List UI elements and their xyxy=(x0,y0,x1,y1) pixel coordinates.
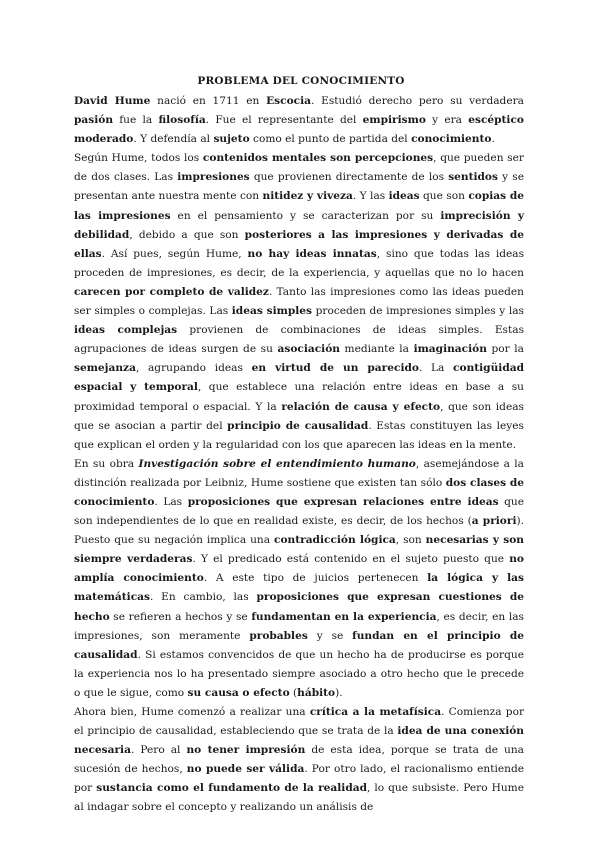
paragraph xyxy=(74,455,524,703)
bold-text: no amplía conocimiento xyxy=(74,553,524,585)
body-text: . Si estamos convencidos de que un hecho ha de producirse es porque la experiencia nos lo ha presentado siempre asociado a otro hecho que le precede o que le sigue, como xyxy=(74,648,524,699)
bold-text: proposiciones que expresan cuestiones de hecho xyxy=(74,591,525,623)
bold-text: necesarias y son siempre verdaderas xyxy=(74,534,524,566)
body-text: de esta idea, porque se trata de una sucesión de hechos, xyxy=(74,744,524,776)
bold-text: sujeto xyxy=(213,133,250,146)
bold-text: probables xyxy=(249,629,308,642)
body-text: , asemejándose a la distinción realizada por Leibniz, Hume sostiene que existen tan sólo xyxy=(74,457,524,489)
body-text: , que establece una relación entre ideas en base a su proximidad temporal o espacial. Y la xyxy=(74,381,524,413)
bold-text: contenidos mentales son percepciones xyxy=(202,152,434,165)
bold-text: a priori xyxy=(471,515,517,528)
body-text: . A este tipo de juicios pertenecen xyxy=(203,572,428,585)
bold-text: impresiones xyxy=(177,171,250,184)
body-text: . Tanto las impresiones como las ideas pueden ser simples o complejas. Las xyxy=(74,285,524,318)
bold-text: sustancia como el fundamento de la realidad xyxy=(96,782,367,795)
body-text: nació en 1711 en xyxy=(150,95,267,107)
body-text: que son independientes de lo que en realidad existe, es decir, de los hechos ( xyxy=(74,495,524,528)
bold-text: crítica a la metafísica xyxy=(309,706,442,718)
bold-text: su causa o efecto xyxy=(187,686,290,699)
bold-text: asociación xyxy=(277,343,340,356)
bold-text: relación de causa y efecto xyxy=(281,400,441,413)
bold-text: copias de las impresiones xyxy=(74,190,524,222)
bold-text: contradicción lógica xyxy=(274,534,396,547)
bold-text: filosofía xyxy=(158,114,206,127)
bold-text: en virtud de un parecido xyxy=(251,362,419,375)
body-text: como el punto de partida del xyxy=(249,133,412,146)
body-text: . Y defendía al xyxy=(133,133,214,146)
body-text: , que pueden ser de dos clases. Las xyxy=(74,152,524,184)
bold-text: ideas xyxy=(388,190,420,203)
body-text: proceden de impresiones simples y las xyxy=(312,305,524,318)
body-text: ( xyxy=(289,686,298,699)
body-text: , lo que subsiste. Pero Hume al indagar sobre el concepto y realizando un análisis de xyxy=(74,782,524,814)
bold-text: la lógica y las matemáticas xyxy=(74,572,524,604)
body-text: fue la xyxy=(113,114,159,127)
bold-text: no puede ser válida xyxy=(186,763,305,776)
bold-text: imprecisión y debilidad xyxy=(74,209,524,241)
bold-text: Escocia xyxy=(266,95,311,107)
body-text: por la xyxy=(486,343,524,356)
body-text: . Por otro lado, el racionalismo entiende por xyxy=(74,763,524,795)
body-text: . Así pues, según Hume, xyxy=(101,247,248,260)
body-text: . Las xyxy=(154,495,188,508)
document-title: PROBLEMA DEL CONOCIMIENTO xyxy=(197,75,405,87)
bold-text: ideas simples xyxy=(231,305,313,318)
body-text: que son xyxy=(419,190,469,203)
bold-text: imaginación xyxy=(413,343,487,356)
body-text: En su obra xyxy=(74,457,139,470)
body-text: , sino que todas las ideas proceden de impresiones, es decir, de la experiencia, y aquellas que no lo hacen xyxy=(74,247,525,279)
body-text: . Estudió derecho pero su verdadera xyxy=(310,95,524,107)
bold-text: proposiciones que expresan relaciones entre ideas xyxy=(187,495,499,508)
bold-text: David Hume xyxy=(74,95,151,107)
body-text: ). xyxy=(335,686,343,699)
body-text: y se xyxy=(307,629,353,642)
body-text: y se presentan ante nuestra mente con xyxy=(74,171,524,203)
body-text: Según Hume, todos los xyxy=(74,152,203,165)
body-text: . Pero al xyxy=(130,744,187,757)
body-text: . Y las xyxy=(352,190,389,203)
bold-text: idea de una conexión necesaria xyxy=(74,725,524,757)
body-text: . Comienza por el principio de causalidad, estableciendo que se trata de la xyxy=(74,706,525,738)
body-text: que provienen directamente de los xyxy=(249,171,449,184)
body-text: , debido a que son xyxy=(129,228,245,241)
bold-text: escéptico moderado xyxy=(74,114,524,146)
body-text: , es decir, en las impresiones, son meramente xyxy=(74,610,524,642)
body-text: , son xyxy=(395,534,426,547)
bold-text: hábito xyxy=(297,686,336,699)
body-text: en el pensamiento y se caracterizan por su xyxy=(170,209,441,222)
bold-text: fundan en el principio de causalidad xyxy=(74,629,525,661)
bold-text: sentidos xyxy=(448,171,498,184)
body-text: Ahora bien, Hume comenzó a realizar una xyxy=(74,706,310,718)
bold-text: no hay ideas innatas xyxy=(247,247,377,260)
body-text: y era xyxy=(425,114,469,127)
body-text: mediante la xyxy=(339,343,414,356)
paragraph xyxy=(74,703,524,818)
body-text: ). Puesto que su negación implica una xyxy=(74,515,524,547)
bold-text: nitidez y viveza xyxy=(262,190,353,203)
bold-text: contigüidad espacial y temporal xyxy=(74,362,524,394)
bold-text: semejanza xyxy=(74,362,136,375)
bold-text: carecen por completo de validez xyxy=(74,285,269,298)
body-text: , que son ideas que se asocian a partir del xyxy=(74,400,524,432)
bold-italic-text: Investigación sobre el entendimiento humano xyxy=(138,457,416,470)
bold-text: empirismo xyxy=(362,114,426,127)
bold-text: ideas complejas xyxy=(74,324,178,337)
body-text: . Y el predicado está contenido en el sujeto puesto que xyxy=(192,553,510,566)
body-text: se refieren a hechos y se xyxy=(109,610,252,623)
bold-text: posteriores a las impresiones y derivadas de ellas xyxy=(74,228,525,260)
body-text: , agrupando ideas xyxy=(135,362,252,375)
body-text: . Fue el representante del xyxy=(205,114,363,127)
paragraph xyxy=(74,92,524,149)
document-body xyxy=(74,92,524,818)
body-text: . En cambio, las xyxy=(149,591,257,604)
body-text: . La xyxy=(418,362,454,375)
bold-text: fundamentan en la experiencia xyxy=(251,610,437,623)
bold-text: dos clases de conocimiento xyxy=(74,476,524,508)
bold-text: pasión xyxy=(74,114,114,127)
bold-text: conocimiento xyxy=(411,133,492,146)
paragraph xyxy=(74,149,524,455)
body-text: provienen de combinaciones de ideas simples. Estas agrupaciones de ideas surgen de su xyxy=(74,324,524,356)
bold-text: no tener impresión xyxy=(186,744,306,757)
body-text: . xyxy=(491,133,495,146)
bold-text: principio de causalidad xyxy=(227,419,369,432)
body-text: . Estas constituyen las leyes que explican el orden y la regularidad con los que aparecen las ideas en la mente. xyxy=(74,419,524,451)
